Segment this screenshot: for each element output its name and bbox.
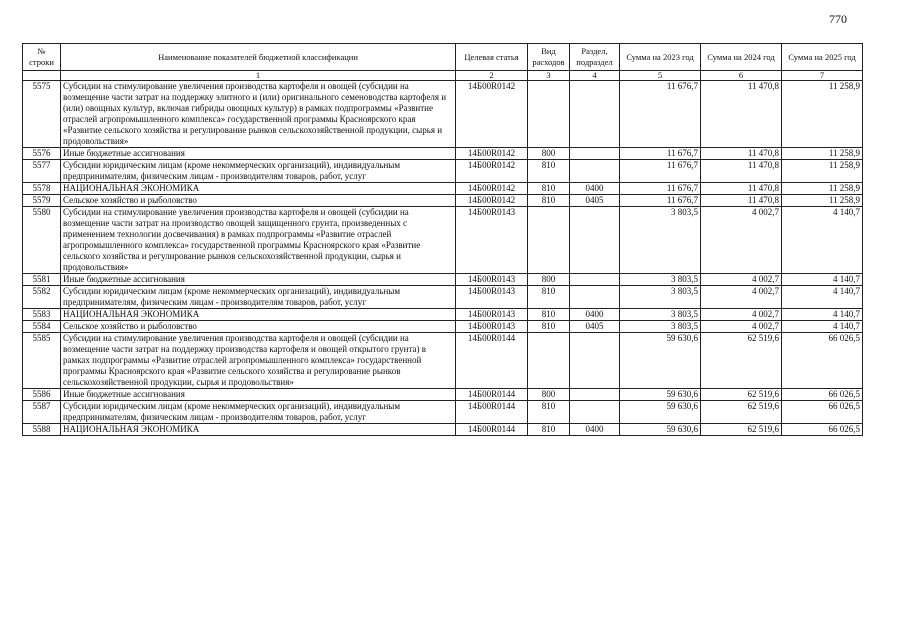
column-number: 6: [701, 71, 782, 81]
row-section: [570, 286, 620, 309]
row-sum-2023: 11 676,7: [620, 148, 701, 160]
row-target-article: 14Б00R0142: [456, 195, 528, 207]
row-target-article: 14Б00R0142: [456, 183, 528, 195]
row-sum-2024: 4 002,7: [701, 321, 782, 333]
row-expense-type: 810: [528, 195, 570, 207]
row-number: 5584: [23, 321, 61, 333]
row-sum-2023: 3 803,5: [620, 274, 701, 286]
table-row: [23, 321, 863, 333]
row-expense-type: 810: [528, 183, 570, 195]
row-target-article: 14Б00R0144: [456, 389, 528, 401]
row-number: 5580: [23, 207, 61, 274]
row-target-article: 14Б00R0142: [456, 160, 528, 183]
row-section: [570, 401, 620, 424]
row-name: Субсидии юридическим лицам (кроме некоммерческих организаций), индивидуальным предпринимателям, физическим лицам - производителям товаров, работ, услуг: [61, 401, 456, 424]
row-sum-2023: 11 676,7: [620, 195, 701, 207]
table-row: [23, 183, 863, 195]
row-name: Сельское хозяйство и рыболовство: [61, 195, 456, 207]
column-number: [23, 71, 61, 81]
table-row: [23, 286, 863, 309]
row-sum-2024: 4 002,7: [701, 207, 782, 274]
row-name: Субсидии юридическим лицам (кроме некоммерческих организаций), индивидуальным предпринимателям, физическим лицам - производителям товаров, работ, услуг: [61, 286, 456, 309]
table-row: [23, 195, 863, 207]
row-sum-2023: 11 676,7: [620, 183, 701, 195]
row-sum-2024: 4 002,7: [701, 286, 782, 309]
row-sum-2024: 62 519,6: [701, 333, 782, 389]
table-row: [23, 389, 863, 401]
row-target-article: 14Б00R0144: [456, 424, 528, 436]
row-section: 0405: [570, 321, 620, 333]
row-number: 5577: [23, 160, 61, 183]
row-section: 0405: [570, 195, 620, 207]
row-sum-2025: 4 140,7: [782, 309, 863, 321]
row-sum-2025: 66 026,5: [782, 333, 863, 389]
table-row: [23, 274, 863, 286]
row-name: НАЦИОНАЛЬНАЯ ЭКОНОМИКА: [61, 424, 456, 436]
header-sum-2025: Сумма на 2025 год: [782, 44, 863, 71]
row-expense-type: 810: [528, 424, 570, 436]
row-sum-2025: 66 026,5: [782, 424, 863, 436]
row-sum-2023: 11 676,7: [620, 81, 701, 148]
row-expense-type: 810: [528, 309, 570, 321]
column-number: 2: [456, 71, 528, 81]
row-sum-2025: 4 140,7: [782, 207, 863, 274]
row-section: [570, 274, 620, 286]
column-number-row: [23, 71, 863, 81]
column-number: 3: [528, 71, 570, 81]
row-expense-type: 810: [528, 321, 570, 333]
row-name: Субсидии юридическим лицам (кроме некоммерческих организаций), индивидуальным предпринимателям, физическим лицам - производителям товаров, работ, услуг: [61, 160, 456, 183]
row-target-article: 14Б00R0144: [456, 333, 528, 389]
row-sum-2023: 3 803,5: [620, 309, 701, 321]
row-number: 5578: [23, 183, 61, 195]
header-row: [23, 44, 863, 71]
column-number: 4: [570, 71, 620, 81]
row-number: 5587: [23, 401, 61, 424]
row-expense-type: 800: [528, 274, 570, 286]
row-name: НАЦИОНАЛЬНАЯ ЭКОНОМИКА: [61, 309, 456, 321]
row-section: [570, 160, 620, 183]
row-name: Иные бюджетные ассигнования: [61, 389, 456, 401]
header-sum-2023: Сумма на 2023 год: [620, 44, 701, 71]
row-name: Субсидии на стимулирование увеличения производства картофеля и овощей (субсидии на возмещение части затрат на производство овощей защищенного грунта, произведенных с применением технологии досвечивания) в рамках подпрограммы «Развитие отраслей агропромышленного комплекса» государственной программы Красноярского края «Развитие сельского хозяйства и регулирование рынков сельскохозяйственной продукции, сырья и продовольствия»: [61, 207, 456, 274]
header-target-article: Целевая статья: [456, 44, 528, 71]
row-sum-2024: 62 519,6: [701, 424, 782, 436]
row-target-article: 14Б00R0143: [456, 286, 528, 309]
row-sum-2024: 62 519,6: [701, 401, 782, 424]
row-section: [570, 148, 620, 160]
header-sum-2024: Сумма на 2024 год: [701, 44, 782, 71]
row-expense-type: 800: [528, 148, 570, 160]
row-sum-2024: 11 470,8: [701, 81, 782, 148]
row-name: Иные бюджетные ассигнования: [61, 148, 456, 160]
row-name: Иные бюджетные ассигнования: [61, 274, 456, 286]
row-name: НАЦИОНАЛЬНАЯ ЭКОНОМИКА: [61, 183, 456, 195]
row-target-article: 14Б00R0143: [456, 321, 528, 333]
row-sum-2025: 66 026,5: [782, 401, 863, 424]
row-target-article: 14Б00R0142: [456, 81, 528, 148]
row-sum-2025: 4 140,7: [782, 286, 863, 309]
row-sum-2025: 4 140,7: [782, 321, 863, 333]
row-sum-2023: 59 630,6: [620, 401, 701, 424]
row-number: 5588: [23, 424, 61, 436]
header-section: Раздел, подраздел: [570, 44, 620, 71]
row-sum-2024: 62 519,6: [701, 389, 782, 401]
table-row: [23, 160, 863, 183]
row-sum-2023: 11 676,7: [620, 160, 701, 183]
row-number: 5582: [23, 286, 61, 309]
row-target-article: 14Б00R0143: [456, 274, 528, 286]
header-row-number: № строки: [23, 44, 61, 71]
row-sum-2023: 59 630,6: [620, 424, 701, 436]
page-number: 770: [829, 12, 847, 26]
row-expense-type: 810: [528, 401, 570, 424]
row-number: 5579: [23, 195, 61, 207]
row-number: 5581: [23, 274, 61, 286]
table-row: [23, 309, 863, 321]
row-name: Субсидии на стимулирование увеличения производства картофеля и овощей (субсидии на возмещение части затрат на поддержку элитного и (или) оригинального семеноводства картофеля и (или) овощных культур, включая гибриды овощных культур) в рамках подпрограммы «Развитие отраслей агропромышленного комплекса» государственной программы Красноярского края «Развитие сельского хозяйства и регулирование рынков сельскохозяйственной продукции, сырья и продовольствия»: [61, 81, 456, 148]
row-number: 5586: [23, 389, 61, 401]
row-number: 5583: [23, 309, 61, 321]
row-sum-2025: 11 258,9: [782, 183, 863, 195]
row-section: 0400: [570, 424, 620, 436]
row-sum-2024: 11 470,8: [701, 183, 782, 195]
row-target-article: 14Б00R0143: [456, 309, 528, 321]
table-row: [23, 81, 863, 148]
row-sum-2023: 3 803,5: [620, 321, 701, 333]
row-sum-2024: 11 470,8: [701, 148, 782, 160]
row-name: Сельское хозяйство и рыболовство: [61, 321, 456, 333]
table-row: [23, 207, 863, 274]
row-expense-type: [528, 333, 570, 389]
row-section: [570, 207, 620, 274]
row-sum-2023: 3 803,5: [620, 286, 701, 309]
row-sum-2024: 11 470,8: [701, 160, 782, 183]
table-row: [23, 333, 863, 389]
column-number: 1: [61, 71, 456, 81]
row-target-article: 14Б00R0142: [456, 148, 528, 160]
table-row: [23, 424, 863, 436]
row-number: 5575: [23, 81, 61, 148]
row-section: [570, 333, 620, 389]
column-number: 7: [782, 71, 863, 81]
row-sum-2024: 4 002,7: [701, 274, 782, 286]
row-section: [570, 81, 620, 148]
row-sum-2024: 4 002,7: [701, 309, 782, 321]
row-sum-2024: 11 470,8: [701, 195, 782, 207]
row-sum-2025: 11 258,9: [782, 195, 863, 207]
row-target-article: 14Б00R0143: [456, 207, 528, 274]
row-section: 0400: [570, 309, 620, 321]
table-row: [23, 401, 863, 424]
row-sum-2025: 66 026,5: [782, 389, 863, 401]
row-expense-type: [528, 207, 570, 274]
row-target-article: 14Б00R0144: [456, 401, 528, 424]
row-sum-2025: 11 258,9: [782, 160, 863, 183]
budget-table: [22, 43, 863, 436]
row-expense-type: 810: [528, 286, 570, 309]
row-expense-type: [528, 81, 570, 148]
row-section: 0400: [570, 183, 620, 195]
header-expense-type: Вид расходов: [528, 44, 570, 71]
row-sum-2025: 11 258,9: [782, 148, 863, 160]
row-expense-type: 810: [528, 160, 570, 183]
table-row: [23, 148, 863, 160]
row-section: [570, 389, 620, 401]
row-sum-2023: 59 630,6: [620, 389, 701, 401]
row-sum-2023: 3 803,5: [620, 207, 701, 274]
header-name: Наименование показателей бюджетной классификации: [61, 44, 456, 71]
row-number: 5585: [23, 333, 61, 389]
row-sum-2025: 4 140,7: [782, 274, 863, 286]
row-sum-2025: 11 258,9: [782, 81, 863, 148]
row-sum-2023: 59 630,6: [620, 333, 701, 389]
row-number: 5576: [23, 148, 61, 160]
row-name: Субсидии на стимулирование увеличения производства картофеля и овощей (субсидии на возмещение части затрат на поддержку производства картофеля и овощей открытого грунта) в рамках подпрограммы «Развитие отраслей агропромышленного комплекса» государственной программы Красноярского края «Развитие сельского хозяйства и регулирование рынков сельскохозяйственной продукции, сырья и продовольствия»: [61, 333, 456, 389]
column-number: 5: [620, 71, 701, 81]
row-expense-type: 800: [528, 389, 570, 401]
